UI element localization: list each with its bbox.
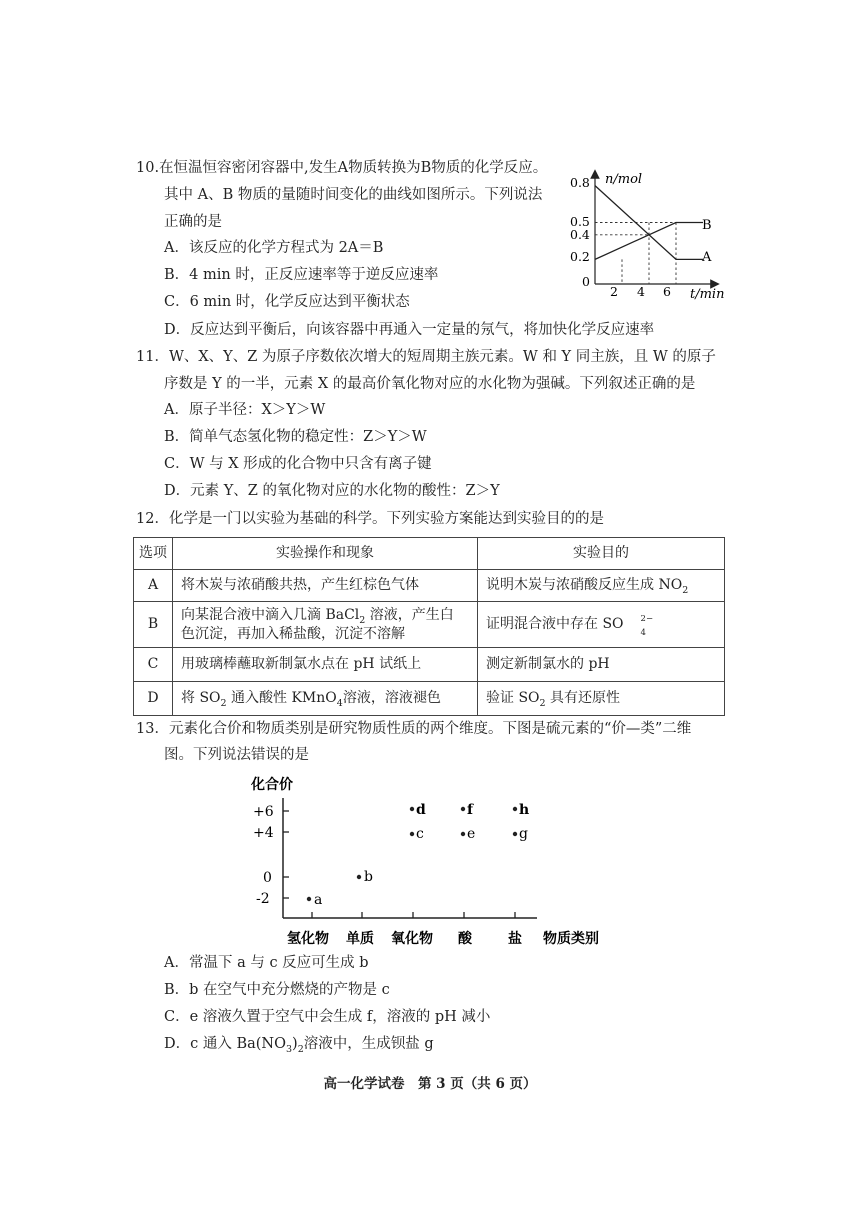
q13-stem-line2: 图。下列说法错误的是 bbox=[164, 747, 309, 763]
q10-option-b: B．4 min 时，正反应速率等于逆反应速率 bbox=[164, 267, 439, 283]
row-b-op-part2: 溶液，产生白 bbox=[365, 606, 454, 623]
q10-stem-line3: 正确的是 bbox=[164, 214, 222, 230]
q10-stem-line2: 其中 A、B 物质的量随时间变化的曲线如图所示。下列说法 bbox=[164, 187, 543, 203]
q13-xcat-element: 单质 bbox=[346, 931, 374, 947]
row-c-operation: 用玻璃棒蘸取新制氯水点在 pH 试纸上 bbox=[173, 648, 478, 682]
q11-option-c: C．W 与 X 形成的化合物中只含有离子键 bbox=[164, 456, 432, 472]
q10-y-axis-label: n/mol bbox=[605, 172, 643, 187]
q10-xtick-4: 4 bbox=[637, 284, 645, 299]
page-footer: 高一化学试卷 第 3 页（共 6 页） bbox=[323, 1076, 537, 1092]
table-row bbox=[134, 648, 725, 682]
q13-point-d-dot bbox=[410, 807, 414, 811]
row-b-op-part3: 色沉淀，再加入稀盐酸，沉淀不溶解 bbox=[181, 625, 405, 642]
q13-point-a-dot bbox=[307, 897, 311, 901]
q13-point-f: f bbox=[467, 802, 474, 818]
q10-ytick-04: 0.4 bbox=[570, 227, 590, 242]
row-c-option: C bbox=[134, 648, 173, 682]
header-option: 选项 bbox=[134, 538, 173, 570]
q13-point-e: e bbox=[467, 826, 476, 842]
table-row bbox=[134, 602, 725, 648]
q13-ytick-6: +6 bbox=[253, 804, 274, 820]
q10-ytick-0: 0 bbox=[582, 274, 590, 289]
q10-option-c: C．6 min 时，化学反应达到平衡状态 bbox=[164, 294, 410, 310]
q10-xtick-6: 6 bbox=[663, 284, 671, 299]
q13-valence-category-chart bbox=[245, 770, 625, 950]
q13-option-d: D．c 通入 $Ba(NO_3)_2$溶液中，生成钡盐 g bbox=[164, 1036, 434, 1055]
q13-option-b: B．b 在空气中充分燃烧的产物是 c bbox=[164, 982, 390, 998]
table-row bbox=[134, 570, 725, 602]
row-a-aim: 说明木炭与浓硝酸反应生成 $NO_2$ bbox=[478, 570, 725, 602]
row-b-option: B bbox=[134, 602, 173, 648]
table-header-row bbox=[134, 538, 725, 570]
q13-point-g-dot bbox=[513, 832, 517, 836]
q13-point-a: a bbox=[314, 892, 323, 908]
q13-point-f-dot bbox=[461, 807, 465, 811]
q11-stem-line2: 序数是 Y 的一半，元素 X 的最高价氧化物对应的水化物为强碱。下列叙述正确的是 bbox=[164, 376, 696, 392]
q10-xtick-2: 2 bbox=[610, 284, 618, 299]
q13-stem-line1: 13．元素化合价和物质类别是研究物质性质的两个维度。下图是硫元素的“价—类”二维 bbox=[136, 721, 692, 737]
q13-option-d-part2: ) bbox=[292, 1036, 298, 1052]
table-row bbox=[134, 682, 725, 716]
row-d-option: D bbox=[134, 682, 173, 716]
row-b-aim: 证明混合液中存在 SO 2− 4 bbox=[478, 602, 725, 648]
q10-ytick-05: 0.5 bbox=[570, 214, 590, 229]
row-a-operation: 将木炭与浓硝酸共热，产生红棕色气体 bbox=[173, 570, 478, 602]
q13-point-g: g bbox=[519, 826, 528, 842]
header-operation: 实验操作和现象 bbox=[173, 538, 478, 570]
header-aim: 实验目的 bbox=[478, 538, 725, 570]
q13-point-e-dot bbox=[461, 832, 465, 836]
q10-series-label-b: B bbox=[702, 218, 712, 233]
row-d-operation: 将 $SO_2$ 通入酸性 KMnO$_4$溶液，溶液褪色 bbox=[173, 682, 478, 716]
q13-point-b: b bbox=[364, 869, 373, 885]
q13-xcat-oxide: 氧化物 bbox=[391, 931, 433, 947]
q10-ytick-08: 0.8 bbox=[570, 175, 590, 190]
q13-option-c: C．e 溶液久置于空气中会生成 f，溶液的 pH 减小 bbox=[164, 1009, 491, 1025]
q10-x-axis-label: t/min bbox=[690, 287, 725, 302]
q13-point-c-dot bbox=[410, 832, 414, 836]
row-d-op-part3: 溶液，溶液褪色 bbox=[342, 690, 441, 706]
q13-xcat-acid: 酸 bbox=[458, 931, 472, 947]
q13-point-b-dot bbox=[357, 875, 361, 879]
q10-ytick-02: 0.2 bbox=[570, 249, 590, 264]
q13-point-h: h bbox=[519, 802, 530, 818]
q13-x-axis-label: 物质类别 bbox=[543, 931, 599, 947]
row-d-aim: 验证 $SO_2$ 具有还原性 bbox=[478, 682, 725, 716]
q13-ytick-m2: -2 bbox=[256, 891, 270, 907]
q11-option-a: A．原子半径：X＞Y＞W bbox=[164, 402, 326, 418]
q10-line-chart bbox=[565, 168, 735, 303]
q13-ytick-4: +4 bbox=[253, 825, 274, 841]
row-a-option: A bbox=[134, 570, 173, 602]
q13-y-axis-label: 化合价 bbox=[251, 777, 293, 793]
q13-xcat-salt: 盐 bbox=[508, 931, 522, 947]
q13-option-d-part3: 溶液中，生成钡盐 g bbox=[303, 1036, 434, 1052]
row-b-op-part1: 向某混合液中滴入几滴 BaCl bbox=[181, 606, 360, 623]
row-d-op-part2: 通入酸性 KMnO bbox=[226, 690, 337, 706]
q11-option-b: B．简单气态氢化物的稳定性：Z＞Y＞W bbox=[164, 429, 427, 445]
q13-xcat-hydride: 氢化物 bbox=[287, 931, 329, 947]
q13-point-d: d bbox=[416, 802, 426, 818]
row-b-aim-text: 证明混合液中存在 SO bbox=[486, 616, 624, 632]
q10-option-d: D．反应达到平衡后，向该容器中再通入一定量的氖气，将加快化学反应速率 bbox=[164, 322, 655, 338]
q10-stem-line1: 10.在恒温恒容密闭容器中,发生A物质转换为B物质的化学反应。 bbox=[136, 160, 548, 176]
row-b-operation: 向某混合液中滴入几滴 BaCl$_2$ 溶液，产生白 色沉淀，再加入稀盐酸，沉淀不溶解 bbox=[173, 602, 478, 648]
q13-ytick-0: 0 bbox=[263, 870, 272, 886]
row-c-aim: 测定新制氯水的 pH bbox=[478, 648, 725, 682]
q13-option-a: A．常温下 a 与 c 反应可生成 b bbox=[164, 955, 369, 971]
q12-stem: 12．化学是一门以实验为基础的科学。下列实验方案能达到实验目的的是 bbox=[136, 511, 604, 527]
q13-option-d-part1: D．c 通入 Ba(NO bbox=[164, 1036, 286, 1052]
row-d-aim-part1: 验证 SO bbox=[486, 690, 540, 706]
row-d-op-part1: 将 SO bbox=[181, 690, 221, 706]
q10-series-label-a: A bbox=[702, 250, 712, 265]
q11-option-d: D．元素 Y、Z 的氧化物对应的水化物的酸性：Z＞Y bbox=[164, 483, 500, 499]
q13-point-h-dot bbox=[513, 807, 517, 811]
q11-stem-line1: 11．W、X、Y、Z 为原子序数依次增大的短周期主族元素。W 和 Y 同主族，且 W 的原子 bbox=[136, 349, 716, 365]
row-d-aim-part2: 具有还原性 bbox=[545, 690, 621, 706]
q12-experiment-table bbox=[133, 537, 725, 716]
q13-point-c: c bbox=[416, 826, 424, 842]
q10-option-a: A．该反应的化学方程式为 2A＝B bbox=[164, 240, 384, 256]
row-a-aim-text: 说明木炭与浓硝酸反应生成 NO bbox=[486, 577, 683, 593]
